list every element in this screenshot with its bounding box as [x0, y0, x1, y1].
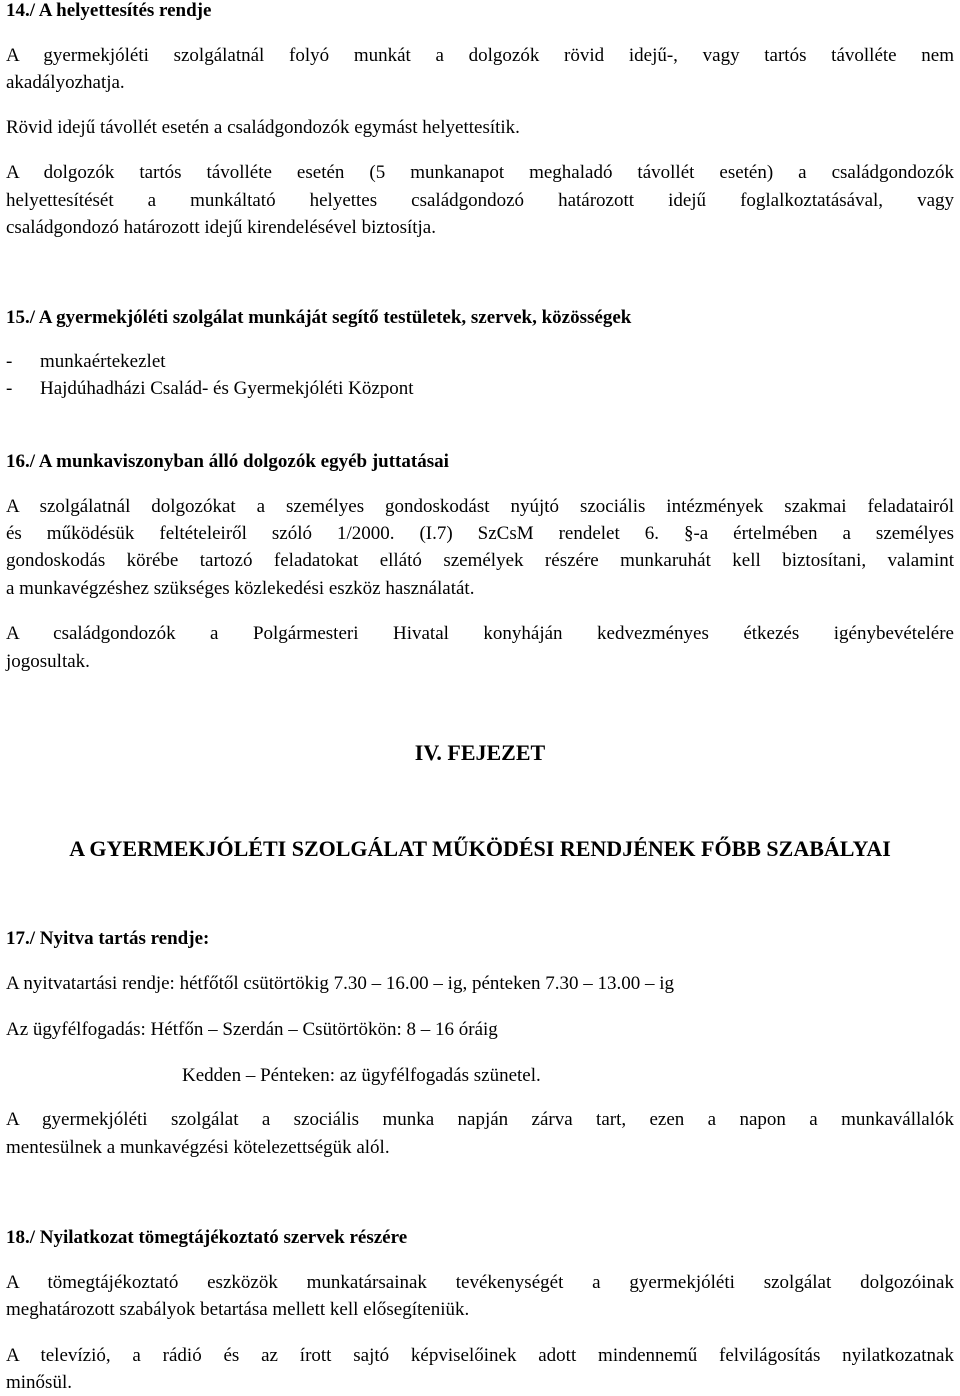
- section-15-list-item: - Hajdúhadházi Család- és Gyermekjóléti Központ: [6, 378, 414, 399]
- section-17-reception-closed: Kedden – Pénteken: az ügyfélfogadás szünetel.: [182, 1065, 541, 1086]
- section-18-para2-line1: A televízió, a rádió és az írott sajtó képviselőinek adott mindennemű felvilágosítás nyilatkozatnak: [6, 1345, 954, 1366]
- chapter-number: IV. FEJEZET: [414, 740, 546, 765]
- section-15-item-2: Hajdúhadházi Család- és Gyermekjóléti Központ: [40, 378, 414, 399]
- chapter-title: A GYERMEKJÓLÉTI SZOLGÁLAT MŰKÖDÉSI RENDJÉNEK FŐBB SZABÁLYAI: [69, 836, 891, 861]
- section-18-para2-line2: minősül.: [6, 1372, 72, 1393]
- section-16-para1-line2: és működésük feltételeiről szóló 1/2000. (I.7) SzCsM rendelet 6. §-a értelmében a személyes: [6, 523, 954, 544]
- section-15-item-1: munkaértekezlet: [40, 351, 166, 372]
- section-17-hours: A nyitvatartási rendje: hétfőtől csütörtökig 7.30 – 16.00 – ig, pénteken 7.30 – 13.00 – ig: [6, 973, 675, 994]
- section-16-para1-line1: A szolgálatnál dolgozókat a személyes gondoskodást nyújtó szociális intézmények szakmai feladatairól: [6, 496, 954, 517]
- section-17-heading: 17./ Nyitva tartás rendje:: [6, 928, 210, 949]
- section-16-para2-line2: jogosultak.: [6, 651, 90, 672]
- section-16-para1-line4: a munkavégzéshez szükséges közlekedési eszköz használatát.: [6, 578, 475, 599]
- section-16-para2-line1: A családgondozók a Polgármesteri Hivatal konyháján kedvezményes étkezés igénybevételére: [6, 623, 954, 644]
- section-17-para-line1: A gyermekjóléti szolgálat a szociális munka napján zárva tart, ezen a napon a munkavállalók: [6, 1109, 954, 1130]
- section-17-reception: Az ügyfélfogadás: Hétfőn – Szerdán – Csütörtökön: 8 – 16 óráig: [6, 1019, 498, 1040]
- section-14-para3-line2: helyettesítését a munkáltató helyettes családgondozó határozott idejű foglalkoztatásával, vagy: [6, 190, 954, 211]
- section-18-heading: 18./ Nyilatkozat tömegtájékoztató szervek részére: [6, 1227, 408, 1248]
- section-14-para3-line3: családgondozó határozott idejű kirendelésével biztosítja.: [6, 217, 436, 238]
- section-15-list-item: - munkaértekezlet: [6, 351, 166, 372]
- section-16-para1-line3: gondoskodás körébe tartozó feladatokat ellátó személyek részére munkaruhát kell biztosítani, valamint: [6, 550, 954, 571]
- section-17-para-line2: mentesülnek a munkavégzési kötelezettségük alól.: [6, 1137, 390, 1158]
- section-18-para1-line2: meghatározott szabályok betartása mellett kell elősegíteniük.: [6, 1299, 470, 1320]
- section-14-para2: Rövid idejű távollét esetén a családgondozók egymást helyettesítik.: [6, 117, 520, 138]
- section-15-heading: 15./ A gyermekjóléti szolgálat munkáját segítő testületek, szervek, közösségek: [6, 307, 632, 328]
- section-14-heading: 14./ A helyettesítés rendje: [6, 0, 212, 21]
- section-14-para3-line1: A dolgozók tartós távolléte esetén (5 munkanapot meghaladó távollét esetén) a családgondozók: [6, 162, 954, 183]
- section-18-para1-line1: A tömegtájékoztató eszközök munkatársainak tevékenységét a gyermekjóléti szolgálat dolgozóinak: [6, 1272, 954, 1293]
- section-14-para1-line2: akadályozhatja.: [6, 72, 125, 93]
- section-14-para1-line1: A gyermekjóléti szolgálatnál folyó munkát a dolgozók rövid idejű-, vagy tartós távolléte nem: [6, 45, 954, 66]
- section-16-heading: 16./ A munkaviszonyban álló dolgozók egyéb juttatásai: [6, 451, 449, 472]
